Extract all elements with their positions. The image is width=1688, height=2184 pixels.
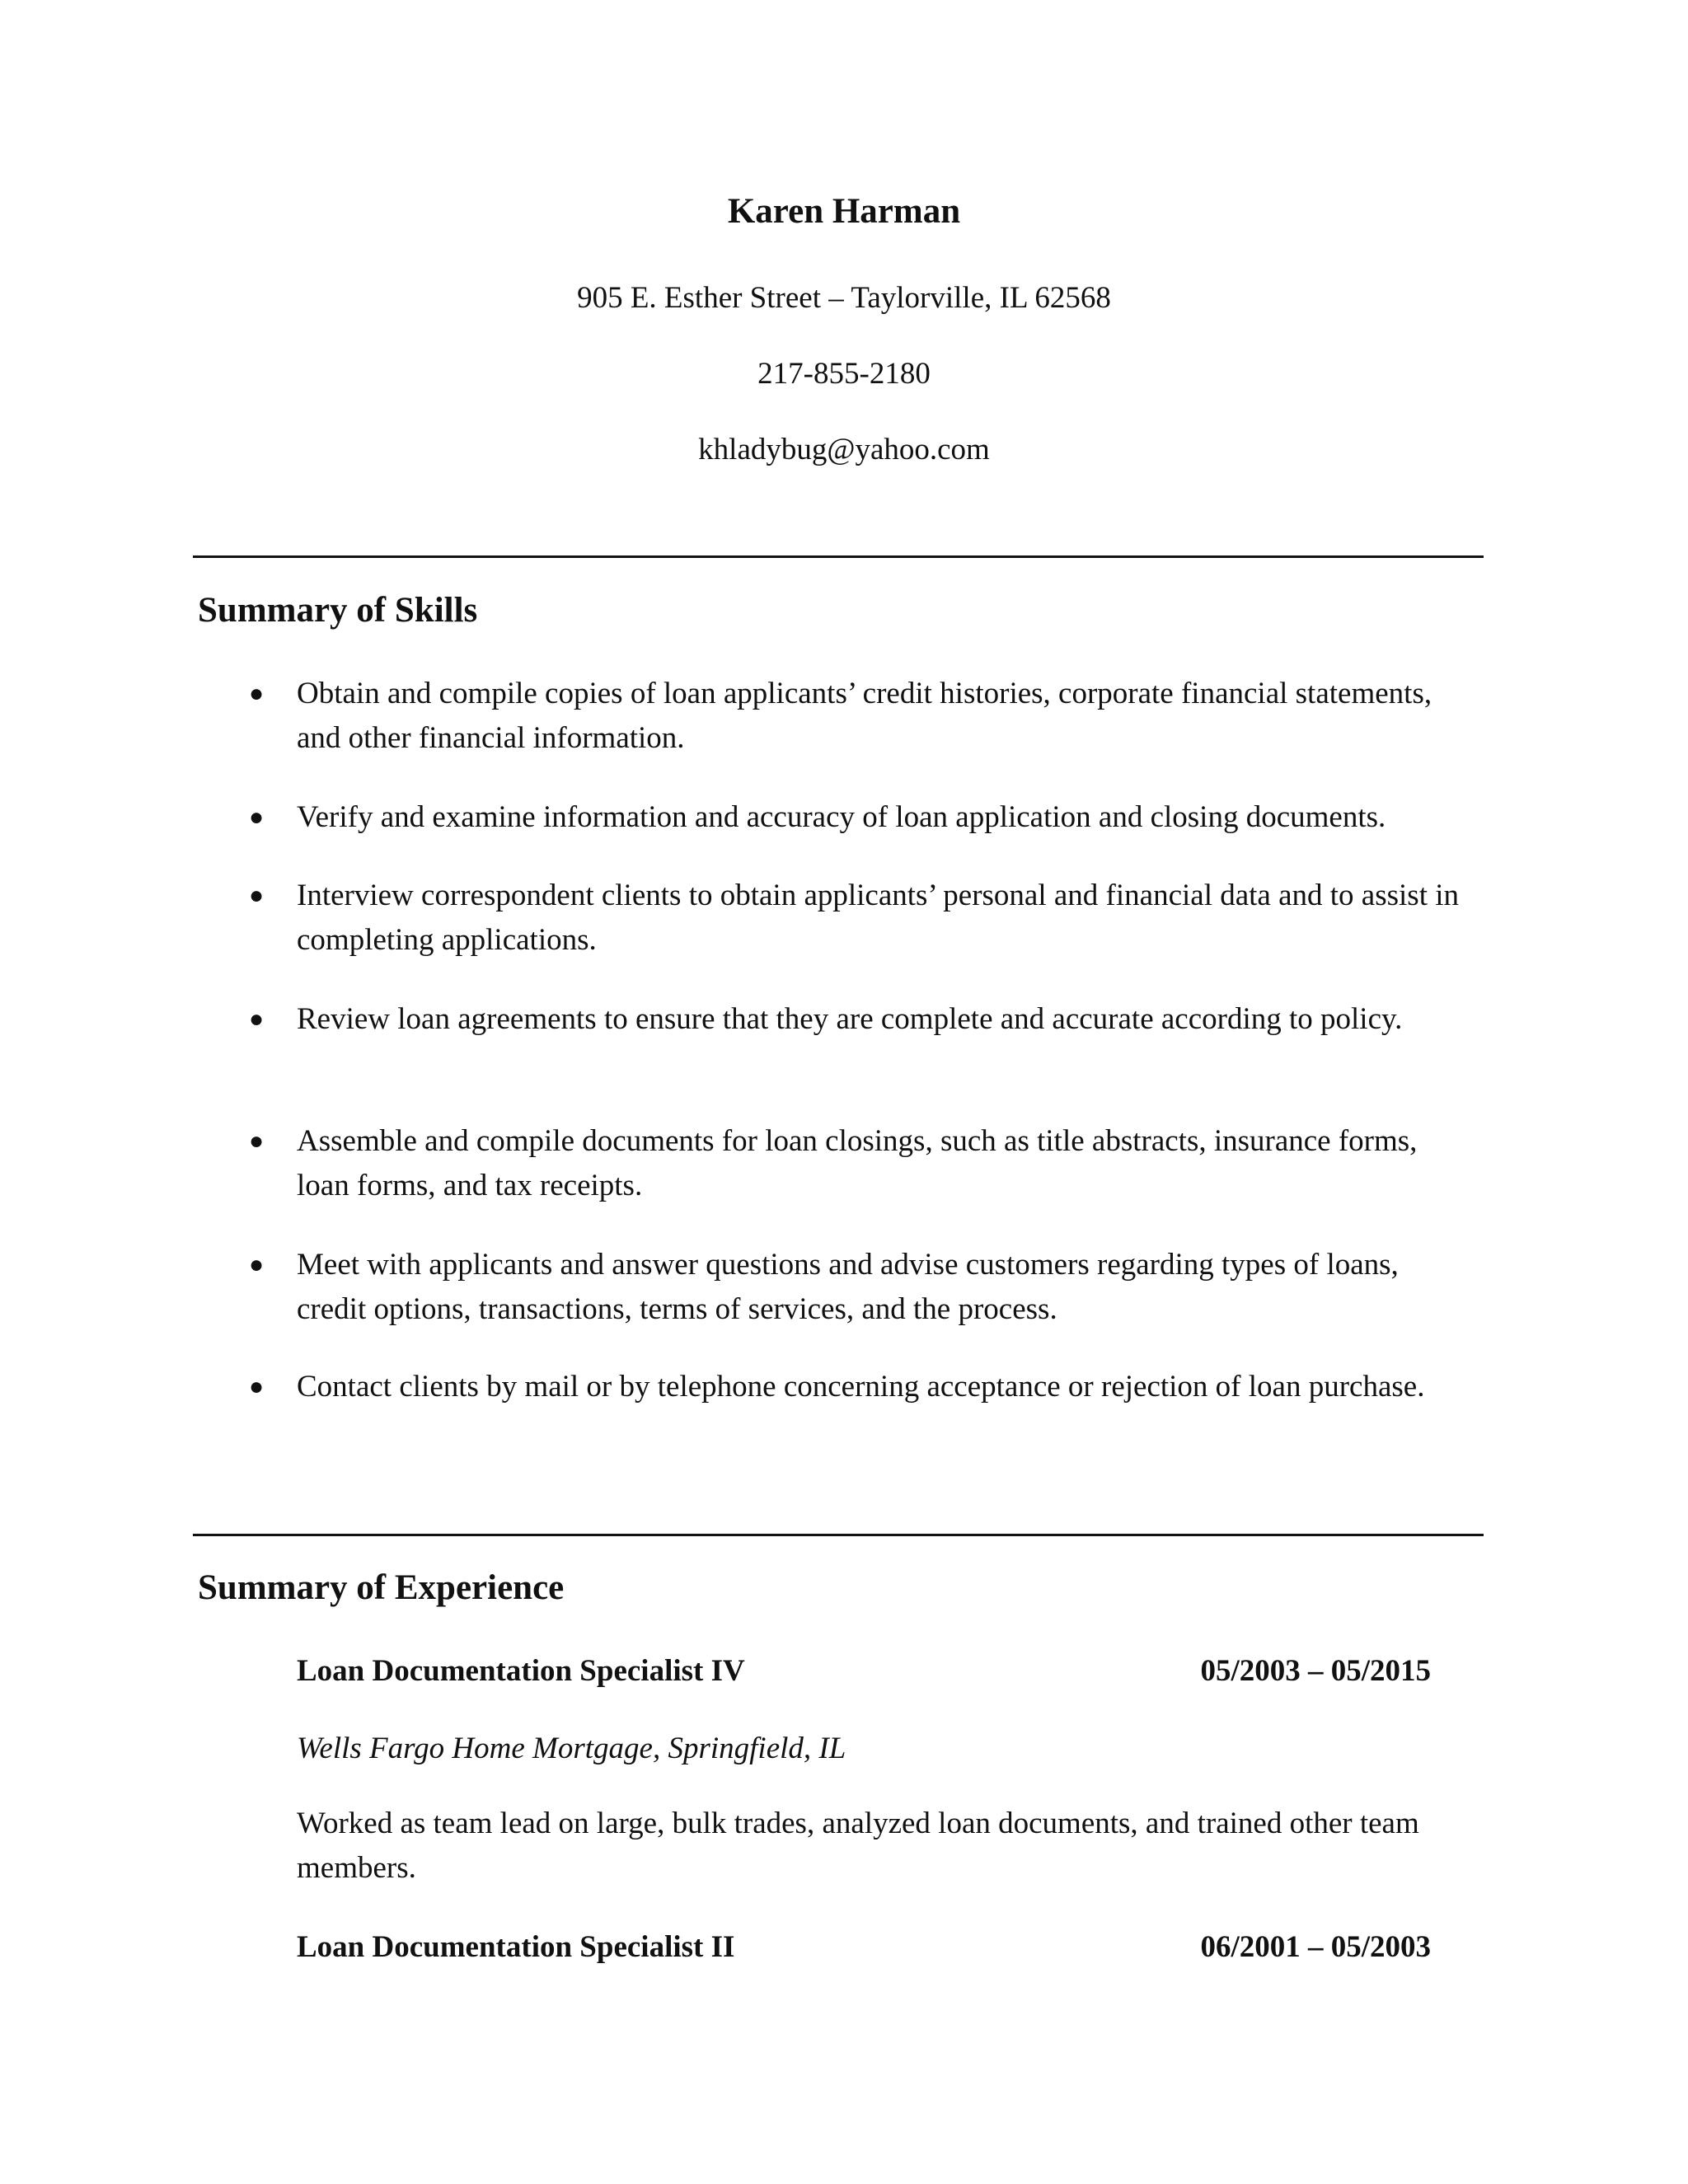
skill-text: Meet with applicants and answer questions and advise customers regarding types of loans, credit options, transactions, terms of services, and the process. xyxy=(297,1248,1399,1326)
skill-text: Interview correspondent clients to obtain applicants’ personal and financial data and to assist in completing applications. xyxy=(297,879,1460,957)
bullet-icon: ● xyxy=(249,1127,265,1155)
skill-item xyxy=(249,1365,1467,1409)
bullet-icon: ● xyxy=(249,804,265,831)
resume-name: Karen Harman xyxy=(727,192,961,231)
skill-item xyxy=(249,997,1467,1042)
job-title: Loan Documentation Specialist II xyxy=(297,1930,735,1964)
job-description: Worked as team lead on large, bulk trades, analyzed loan documents, and trained other team members. xyxy=(297,1807,1419,1885)
section-divider xyxy=(193,555,1484,558)
skill-text: Review loan agreements to ensure that they are complete and accurate according to policy. xyxy=(297,1002,1403,1036)
job-title: Loan Documentation Specialist IV xyxy=(297,1654,745,1688)
bullet-icon: ● xyxy=(249,882,265,909)
phone-number: 217-855-2180 xyxy=(757,357,931,391)
skill-text: Verify and examine information and accuracy of loan application and closing documents. xyxy=(297,800,1386,834)
address-line: 905 E. Esther Street – Taylorville, IL 62568 xyxy=(577,281,1111,315)
job-dates: 05/2003 – 05/2015 xyxy=(1200,1654,1431,1688)
skill-item xyxy=(249,1243,1467,1332)
skill-text: Assemble and compile documents for loan closings, such as title abstracts, insurance forms, loan forms, and tax receipts. xyxy=(297,1124,1418,1202)
job-dates: 06/2001 – 05/2003 xyxy=(1200,1930,1431,1964)
employer-name: Wells Fargo Home Mortgage, Springfield, IL xyxy=(297,1732,846,1765)
experience-heading: Summary of Experience xyxy=(198,1568,565,1607)
skill-text: Obtain and compile copies of loan applicants’ credit histories, corporate financial statements, and other financial information. xyxy=(297,677,1432,755)
skills-heading: Summary of Skills xyxy=(198,591,478,630)
skill-text: Contact clients by mail or by telephone concerning acceptance or rejection of loan purchase. xyxy=(297,1370,1425,1404)
skill-item xyxy=(249,672,1467,761)
skill-item xyxy=(249,1119,1467,1208)
section-divider xyxy=(193,1534,1484,1536)
skill-item xyxy=(249,874,1467,963)
email-address: khladybug@yahoo.com xyxy=(698,433,990,466)
skill-item xyxy=(249,795,1467,840)
bullet-icon: ● xyxy=(249,1373,265,1400)
bullet-icon: ● xyxy=(249,1005,265,1033)
bullet-icon: ● xyxy=(249,680,265,707)
bullet-icon: ● xyxy=(249,1251,265,1278)
